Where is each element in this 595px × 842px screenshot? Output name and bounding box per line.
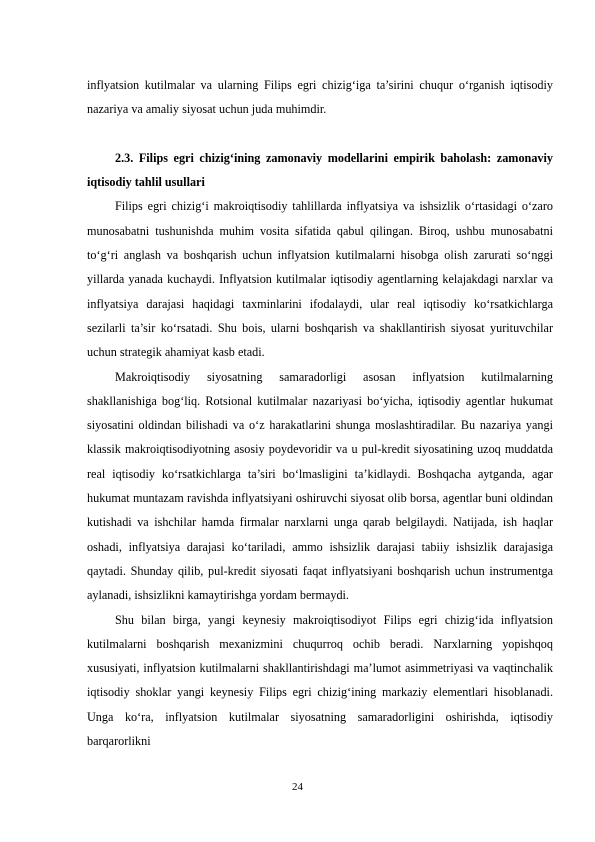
body-paragraph-2: Makroiqtisodiy siyosatning samaradorligi asosan inflyatsion kutilmalarning shakllanishiga bog‘liq. Rotsional kutilmalar nazariyasi bo‘yicha, iqtisodiy agentlar hukumat siyosatini oldindan bilishadi va o‘z harakatlarini shunga moslashtiradilar. Bu nazariya yangi klassik makroiqtisodiyotning asosiy poydevoridir va u pul-kredit siyosatining uzoq muddatda real iqtisodiy ko‘rsatkichlarga ta’siri bo‘lmasligini ta’kidlaydi. Boshqacha aytganda, agar hukumat muntazam ravishda inflyatsiyani oshiruvchi siyosat olib borsa, agentlar buni oldindan kutishadi va ishchilar hamda firmalar narxlarni unga qarab belgilaydi. Natijada, ish haqlar oshadi, inflyatsiya darajasi ko‘tariladi, ammo ishsizlik darajasi tabiiy ishsizlik darajasiga qaytadi. Shunday qilib, pul-kredit siyosati faqat inflyatsiyani boshqarish uchun instrumentga aylanadi, ishsizlikni kamaytirishga yordam bermaydi.: [87, 369, 553, 603]
body-paragraph-3: Shu bilan birga, yangi keynesiy makroiqtisodiyot Filips egri chizig‘ida inflyatsion kutilmalarni boshqarish mexanizmini chuqurroq ochib beradi. Narxlarning yopishqoq xususiyati, inflyatsion kutilmalarni shakllantirishdagi ma’lumot asimmetriyasi va vaqtinchalik iqtisodiy shoklar yangi keynesiy Filips egri chizig‘ining markaziy elementlari hisoblanadi. Unga ko‘ra, inflyatsion kutilmalar siyosatning samaradorligini oshirishda, iqtisodiy barqarorlikni: [87, 612, 553, 749]
intro-paragraph: inflyatsion kutilmalar va ularning Filips egri chizig‘iga ta’sirini chuqur o‘rganish iqtisodiy nazariya va amaliy siyosat uchun juda muhimdir.: [87, 78, 553, 117]
section-heading: 2.3. Filips egri chizig‘ining zamonaviy modellarini empirik baholash: zamonaviy iqtisodiy tahlil usullari: [87, 150, 553, 190]
page-body: [87, 73, 553, 753]
page-number: 24: [292, 781, 303, 793]
body-paragraph-1: Filips egri chizig‘i makroiqtisodiy tahlillarda inflyatsiya va ishsizlik o‘rtasidagi o‘zaro munosabatni tushunishda muhim vosita sifatida qabul qilingan. Biroq, ushbu munosabatni to‘g‘ri anglash va boshqarish uchun inflyatsion kutilmalarni hisobga olish zarurati so‘nggi yillarda yanada kuchaydi. Inflyatsion kutilmalar iqtisodiy agentlarning kelajakdagi narxlar va inflyatsiya darajasi haqidagi taxminlarini ifodalaydi, ular real iqtisodiy ko‘rsatkichlarga sezilarli ta’sir ko‘rsatadi. Shu bois, ularni boshqarish va shakllantirish siyosat yurituvchilar uchun strategik ahamiyat kasb etadi.: [87, 199, 553, 360]
